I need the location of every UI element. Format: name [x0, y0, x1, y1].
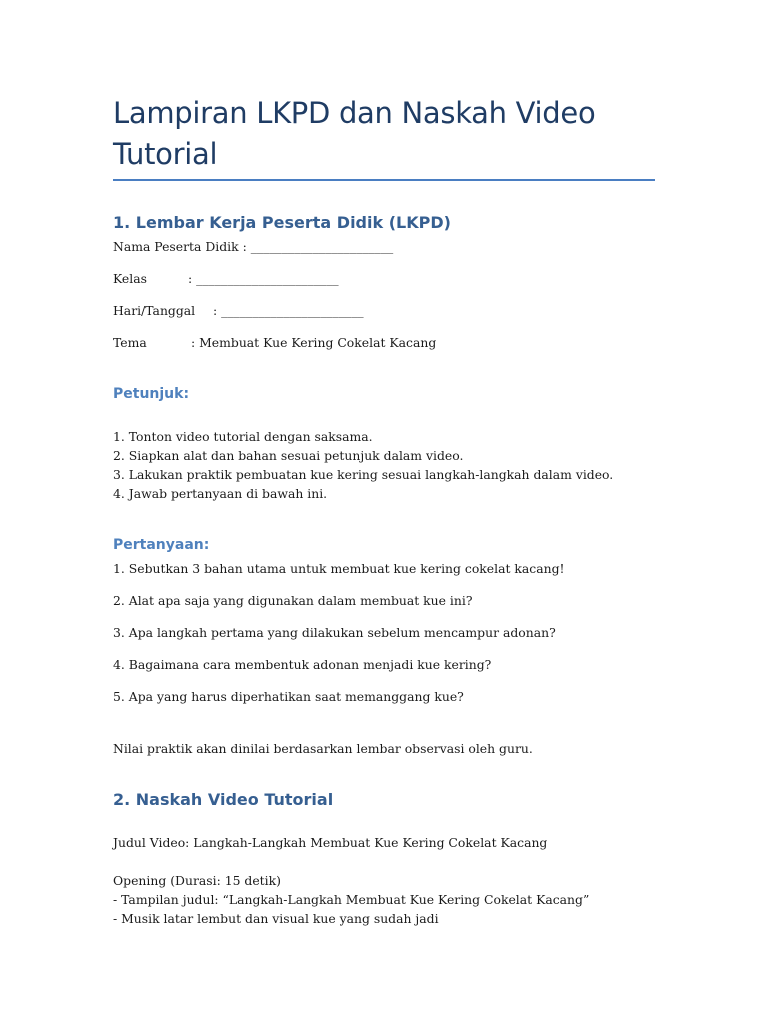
opening-line: Opening (Durasi: 15 detik) — [113, 873, 281, 888]
field-value: : Membuat Kue Kering Cokelat Kacang — [191, 335, 437, 350]
question-item: 4. Bagaimana cara membentuk adonan menjadi kue kering? — [113, 657, 492, 672]
page-title: Lampiran LKPD dan Naskah Video Tutorial — [113, 96, 596, 171]
question-item: 5. Apa yang harus diperhatikan saat memanggang kue? — [113, 689, 464, 704]
field-hari-tanggal — [113, 301, 364, 320]
field-label: Nama Peserta Didik — [113, 239, 239, 254]
question-item: 3. Apa langkah pertama yang dilakukan sebelum mencampur adonan? — [113, 625, 556, 640]
question-item: 2. Alat apa saja yang digunakan dalam membuat kue ini? — [113, 593, 473, 608]
list-item: 3. Lakukan praktik pembuatan kue kering sesuai langkah-langkah dalam video. — [113, 467, 614, 482]
question-item: 1. Sebutkan 3 bahan utama untuk membuat kue kering cokelat kacang! — [113, 561, 565, 576]
title-underline — [113, 179, 655, 181]
list-item: 4. Jawab pertanyaan di bawah ini. — [113, 486, 328, 501]
list-item: - Tampilan judul: “Langkah-Langkah Membuat Kue Kering Cokelat Kacang” — [113, 892, 590, 907]
assessment-note: Nilai praktik akan dinilai berdasarkan lembar observasi oleh guru. — [113, 741, 533, 756]
field-value: : _______________________ — [213, 303, 364, 318]
field-label: Hari/Tanggal — [113, 303, 196, 318]
field-label: Kelas — [113, 271, 147, 286]
video-title-line: Judul Video: Langkah-Langkah Membuat Kue Kering Cokelat Kacang — [113, 835, 548, 850]
field-value: : _______________________ — [242, 239, 394, 254]
field-nama — [113, 237, 393, 256]
field-label: Tema — [113, 335, 147, 350]
field-kelas — [113, 269, 339, 288]
field-tema — [113, 333, 436, 352]
list-item: 1. Tonton video tutorial dengan saksama. — [113, 429, 373, 444]
petunjuk-heading: Petunjuk: — [113, 386, 190, 402]
section-heading-lkpd: 1. Lembar Kerja Peserta Didik (LKPD) — [113, 213, 451, 232]
pertanyaan-heading: Pertanyaan: — [113, 537, 210, 553]
list-item: - Musik latar lembut dan visual kue yang sudah jadi — [113, 911, 439, 926]
section-heading-naskah: 2. Naskah Video Tutorial — [113, 790, 334, 809]
field-value: : _______________________ — [188, 271, 339, 286]
list-item: 2. Siapkan alat dan bahan sesuai petunjuk dalam video. — [113, 448, 464, 463]
